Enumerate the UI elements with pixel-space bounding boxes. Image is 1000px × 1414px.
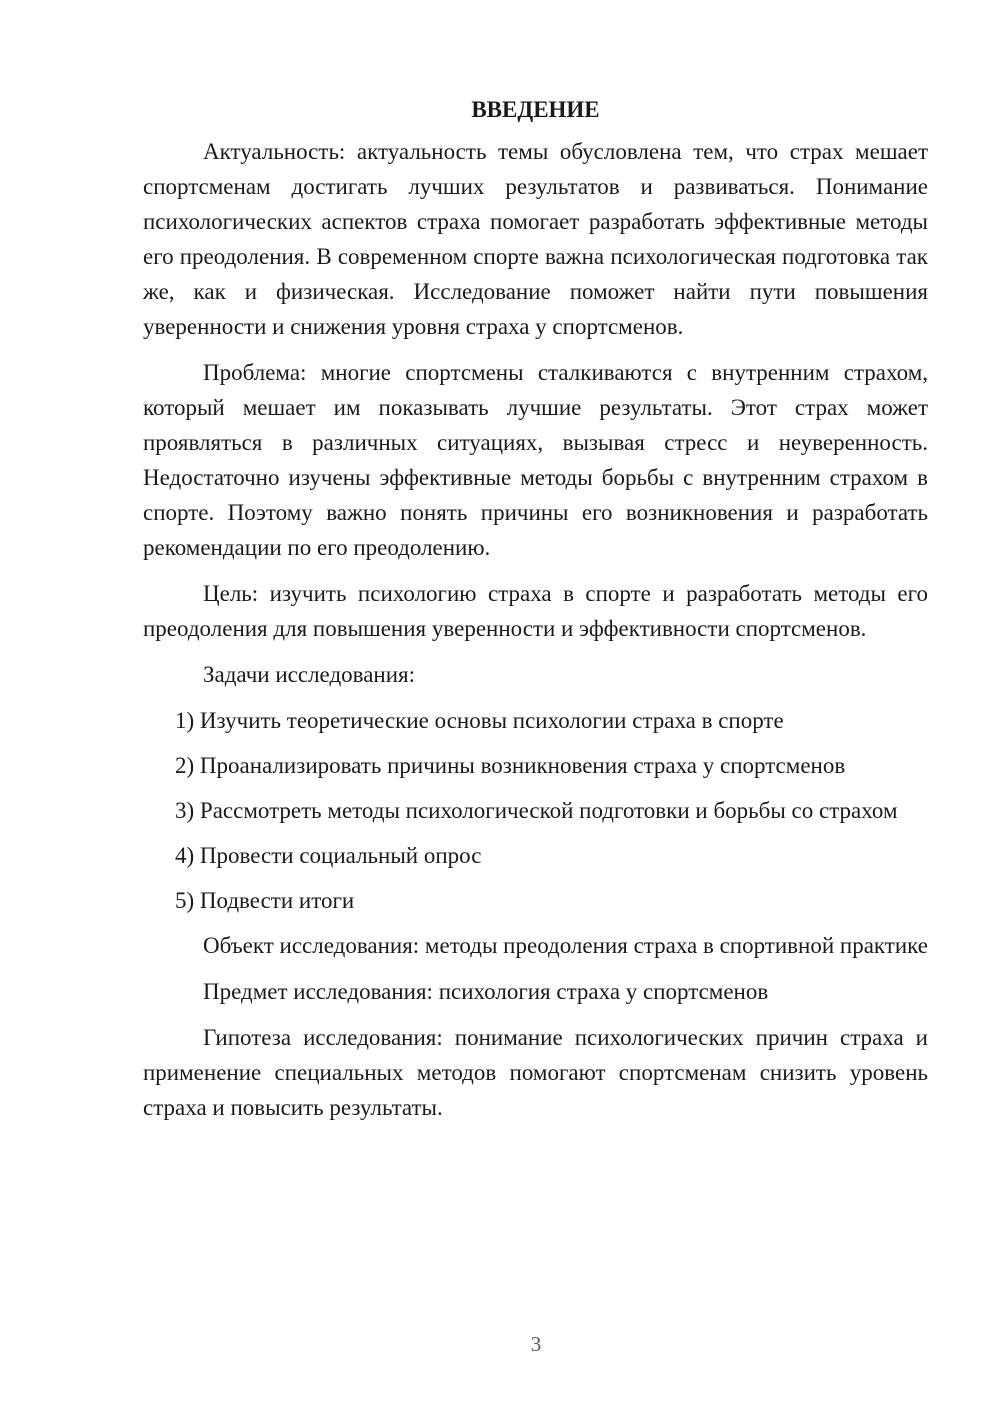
tasks-list (143, 703, 928, 918)
hypothesis-paragraph: Гипотеза исследования: понимание психологических причин страха и применение специальных методов помогают спортсменам снизить уровень страха и повысить результаты. (143, 1025, 928, 1120)
page-number: 3 (530, 1332, 542, 1356)
tasks-heading: Задачи исследования: (203, 662, 416, 687)
list-item: 3) Рассмотреть методы психологической подготовки и борьбы со страхом (175, 798, 898, 823)
goal-paragraph: Цель: изучить психологию страха в спорте и разработать методы его преодоления для повышения уверенности и эффективности спортсменов. (143, 581, 928, 641)
list-item: 5) Подвести итоги (175, 888, 355, 913)
page-title: ВВЕДЕНИЕ (471, 97, 600, 122)
list-item: 1) Изучить теоретические основы психологии страха в спорте (175, 708, 784, 733)
object-paragraph: Объект исследования: методы преодоления страха в спортивной практике (203, 933, 928, 958)
problem-paragraph: Проблема: многие спортсмены сталкиваются с внутренним страхом, который мешает им показывать лучшие результаты. Этот страх может проявляться в различных ситуациях, вызывая стресс и неуверенность. Недостаточно изучены эффективные методы борьбы с внутренним страхом в спорте. Поэтому важно понять причины его возникновения и разработать рекомендации по его преодолению. (143, 360, 928, 560)
subject-paragraph: Предмет исследования: психология страха у спортсменов (203, 979, 769, 1004)
list-item: 4) Провести социальный опрос (175, 843, 482, 868)
list-item: 2) Проанализировать причины возникновения страха у спортсменов (175, 753, 846, 778)
relevance-paragraph: Актуальность: актуальность темы обусловлена тем, что страх мешает спортсменам достигать лучших результатов и развиваться. Понимание психологических аспектов страха помогает разработать эффективные методы его преодоления. В современном спорте важна психологическая подготовка так же, как и физическая. Исследование поможет найти пути повышения уверенности и снижения уровня страха у спортсменов. (143, 139, 928, 339)
document-page (143, 92, 928, 1136)
